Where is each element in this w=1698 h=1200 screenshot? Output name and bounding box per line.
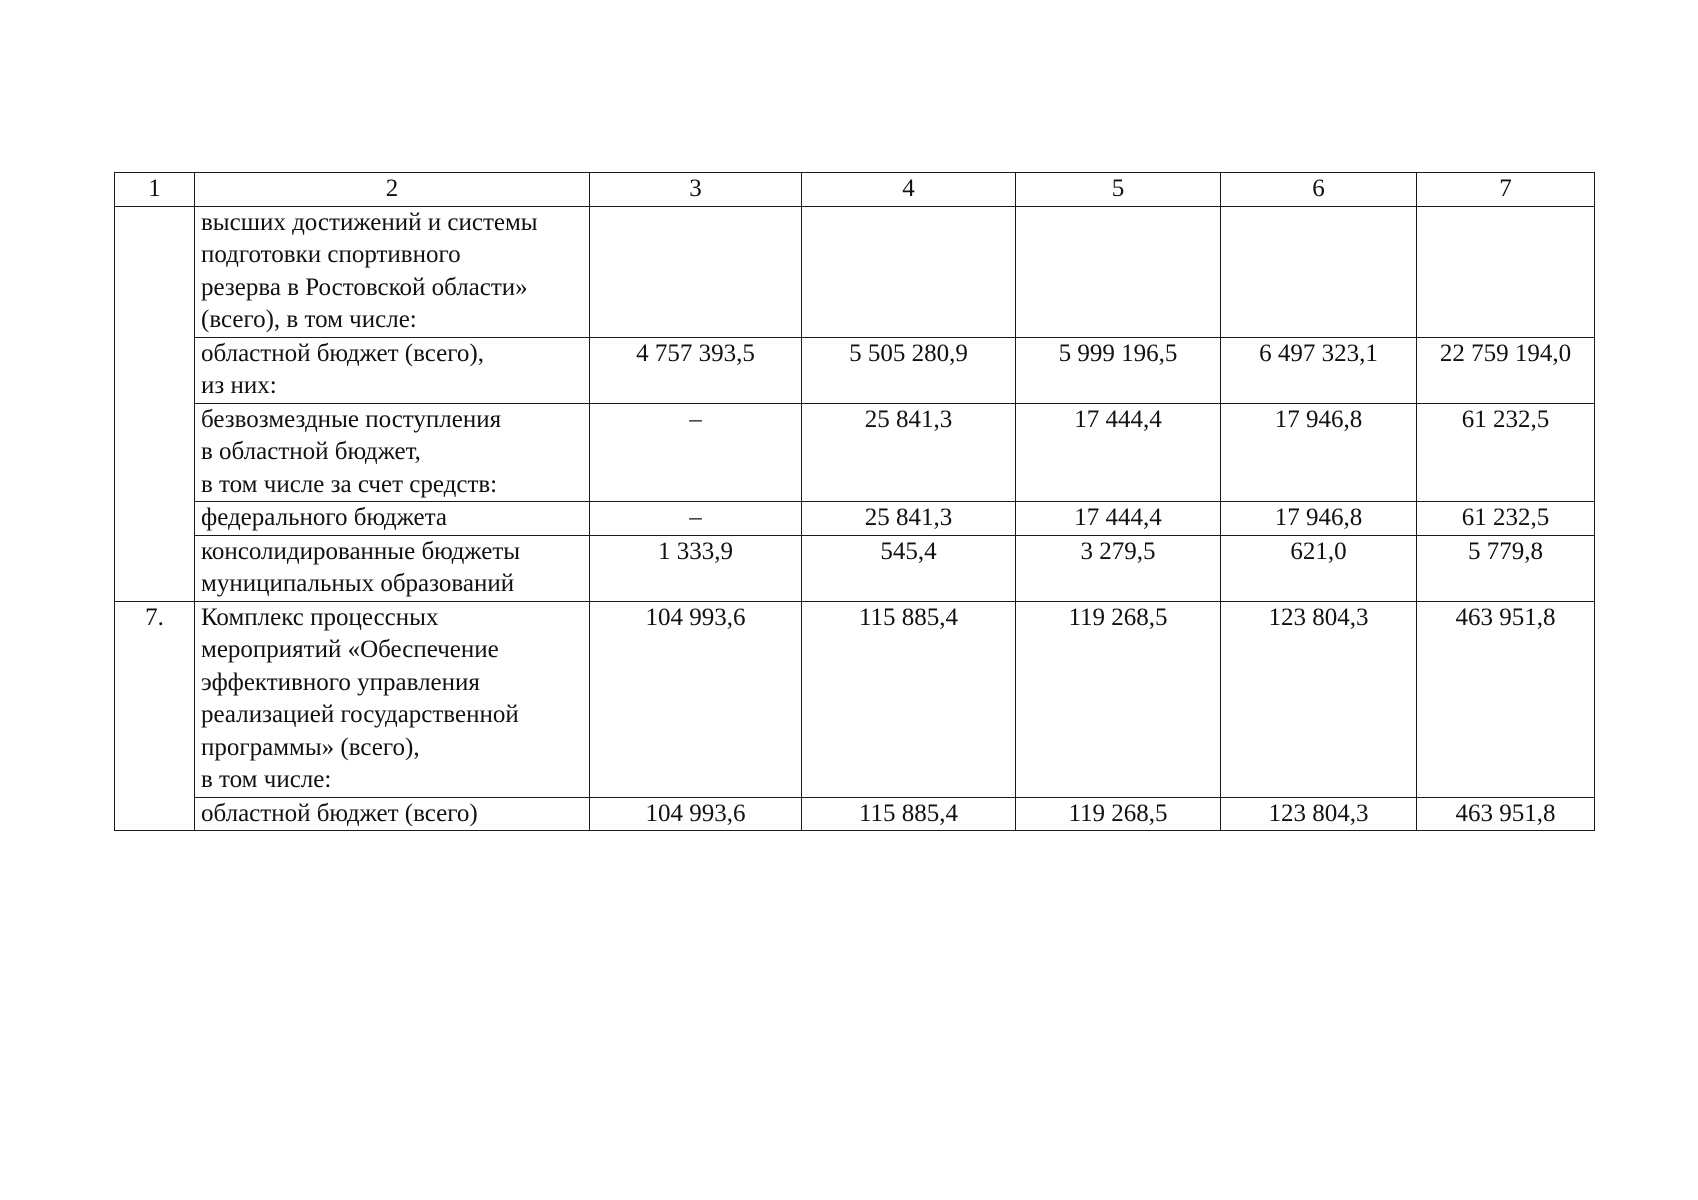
value-cell-col-4: 25 841,3 <box>802 502 1016 536</box>
row-label-cell: высших достижений и системы подготовки спортивного резерва в Ростовской области» (всего), в том числе: <box>195 206 590 337</box>
row-label-cell: Комплекс процессных мероприятий «Обеспечение эффективного управления реализацией государственной программы» (всего), в том числе: <box>195 601 590 797</box>
value-cell-col-4: 25 841,3 <box>802 403 1016 502</box>
row-label-cell: консолидированные бюджеты муниципальных образований <box>195 535 590 601</box>
value-cell-col-3: 1 333,9 <box>590 535 802 601</box>
table-row <box>115 797 1595 831</box>
value-cell-col-5: 17 444,4 <box>1016 403 1221 502</box>
row-label-cell: областной бюджет (всего) <box>195 797 590 831</box>
value-cell-col-5 <box>1016 206 1221 337</box>
value-cell-col-4: 545,4 <box>802 535 1016 601</box>
header-row <box>115 173 1595 207</box>
value-cell-col-7: 22 759 194,0 <box>1417 337 1595 403</box>
value-cell-col-5: 119 268,5 <box>1016 797 1221 831</box>
value-cell-col-7: 61 232,5 <box>1417 403 1595 502</box>
header-col-1: 1 <box>115 173 195 207</box>
table-row <box>115 535 1595 601</box>
header-col-2: 2 <box>195 173 590 207</box>
value-cell-col-6: 17 946,8 <box>1221 502 1417 536</box>
value-cell-col-3: 4 757 393,5 <box>590 337 802 403</box>
value-cell-col-6: 123 804,3 <box>1221 601 1417 797</box>
value-cell-col-3 <box>590 206 802 337</box>
table-row <box>115 337 1595 403</box>
row-label-cell: федерального бюджета <box>195 502 590 536</box>
row-label-cell: областной бюджет (всего), из них: <box>195 337 590 403</box>
row-number-cell <box>115 206 195 601</box>
header-col-3: 3 <box>590 173 802 207</box>
value-cell-col-7: 463 951,8 <box>1417 797 1595 831</box>
value-cell-col-4 <box>802 206 1016 337</box>
value-cell-col-3: – <box>590 403 802 502</box>
value-cell-col-4: 115 885,4 <box>802 797 1016 831</box>
value-cell-col-3: 104 993,6 <box>590 601 802 797</box>
row-number-cell: 7. <box>115 601 195 831</box>
header-col-4: 4 <box>802 173 1016 207</box>
value-cell-col-3: – <box>590 502 802 536</box>
value-cell-col-5: 17 444,4 <box>1016 502 1221 536</box>
value-cell-col-5: 3 279,5 <box>1016 535 1221 601</box>
header-col-6: 6 <box>1221 173 1417 207</box>
value-cell-col-5: 5 999 196,5 <box>1016 337 1221 403</box>
value-cell-col-6: 123 804,3 <box>1221 797 1417 831</box>
value-cell-col-6: 17 946,8 <box>1221 403 1417 502</box>
table-row <box>115 502 1595 536</box>
budget-table <box>114 172 1595 831</box>
value-cell-col-7: 463 951,8 <box>1417 601 1595 797</box>
value-cell-col-7: 5 779,8 <box>1417 535 1595 601</box>
value-cell-col-7 <box>1417 206 1595 337</box>
header-col-7: 7 <box>1417 173 1595 207</box>
value-cell-col-4: 115 885,4 <box>802 601 1016 797</box>
header-col-5: 5 <box>1016 173 1221 207</box>
value-cell-col-4: 5 505 280,9 <box>802 337 1016 403</box>
row-label-cell: безвозмездные поступления в областной бюджет, в том числе за счет средств: <box>195 403 590 502</box>
table-row <box>115 601 1595 797</box>
value-cell-col-5: 119 268,5 <box>1016 601 1221 797</box>
table-row <box>115 206 1595 337</box>
value-cell-col-7: 61 232,5 <box>1417 502 1595 536</box>
value-cell-col-6 <box>1221 206 1417 337</box>
value-cell-col-3: 104 993,6 <box>590 797 802 831</box>
table-row <box>115 403 1595 502</box>
value-cell-col-6: 6 497 323,1 <box>1221 337 1417 403</box>
value-cell-col-6: 621,0 <box>1221 535 1417 601</box>
